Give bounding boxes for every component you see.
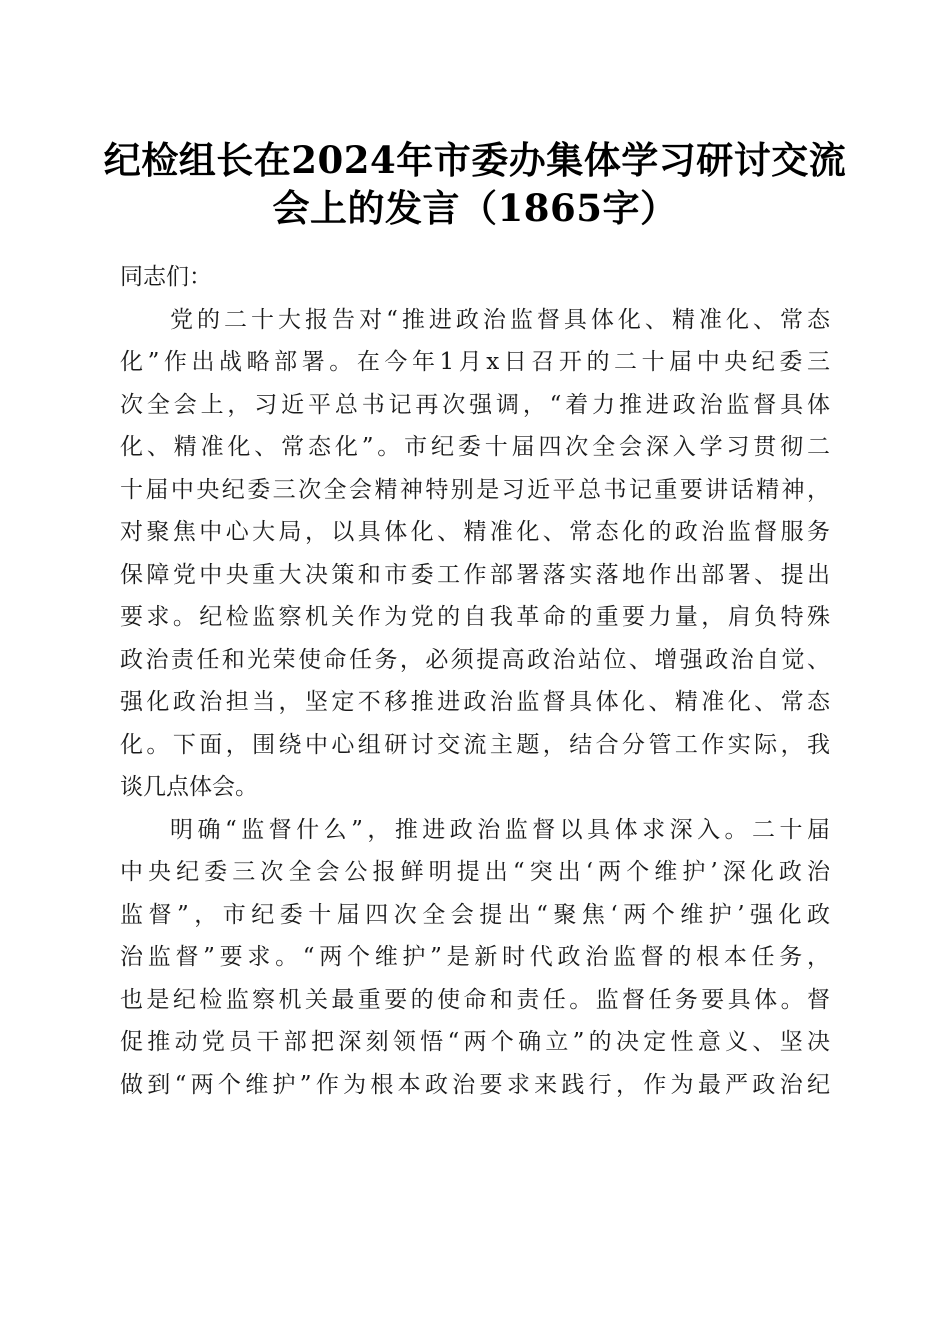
paragraph-line: 明确“监督什么”，推进政治监督以具体求深入。二十届	[170, 816, 830, 843]
paragraph-line: 化”作出战略部署。在今年1月x日召开的二十届中央纪委三	[120, 349, 830, 375]
document-body	[120, 256, 830, 1106]
paragraph-line: 政治责任和光荣使命任务，必须提高政治站位、增强政治自觉、	[120, 646, 830, 673]
paragraph-2	[120, 809, 830, 1107]
paragraph-line: 化、精准化、常态化”。市纪委十届四次全会深入学习贯彻二	[120, 434, 830, 460]
paragraph-line: 做到“两个维护”作为根本政治要求来践行，作为最严政治纪	[120, 1071, 830, 1098]
paragraph-line: 对聚焦中心大局，以具体化、精准化、常态化的政治监督服务	[120, 519, 830, 545]
paragraph-line: 保障党中央重大决策和市委工作部署落实落地作出部署、提出	[120, 561, 830, 588]
paragraph-line: 十届中央纪委三次全会精神特别是习近平总书记重要讲话精神，	[120, 476, 830, 503]
salutation: 同志们：	[120, 264, 212, 290]
paragraph-line: 中央纪委三次全会公报鲜明提出“突出‘两个维护’深化政治	[120, 859, 830, 885]
paragraph-line: 治监督”要求。“两个维护”是新时代政治监督的根本任务，	[120, 944, 830, 970]
paragraph-line: 次全会上，习近平总书记再次强调，“着力推进政治监督具体	[120, 391, 830, 418]
paragraph-line: 促推动党员干部把深刻领悟“两个确立”的决定性意义、坚决	[120, 1029, 830, 1055]
paragraph-line: 党的二十大报告对“推进政治监督具体化、精准化、常态	[170, 306, 830, 333]
paragraph-line: 监督”，市纪委十届四次全会提出“聚焦‘两个维护’强化政	[120, 901, 830, 928]
title-line-2: 会上的发言（1865字）	[272, 186, 678, 230]
paragraph-line: 要求。纪检监察机关作为党的自我革命的重要力量，肩负特殊	[120, 604, 830, 630]
paragraph-line: 谈几点体会。	[120, 774, 258, 800]
paragraph-1	[120, 299, 830, 809]
paragraph-line: 化。下面，围绕中心组研讨交流主题，结合分管工作实际，我	[120, 731, 830, 758]
document-title	[100, 136, 850, 232]
paragraph-line: 也是纪检监察机关最重要的使命和责任。监督任务要具体。督	[120, 986, 830, 1013]
paragraph-line: 强化政治担当，坚定不移推进政治监督具体化、精准化、常态	[120, 689, 830, 715]
title-line-1: 纪检组长在2024年市委办集体学习研讨交流	[103, 138, 847, 182]
